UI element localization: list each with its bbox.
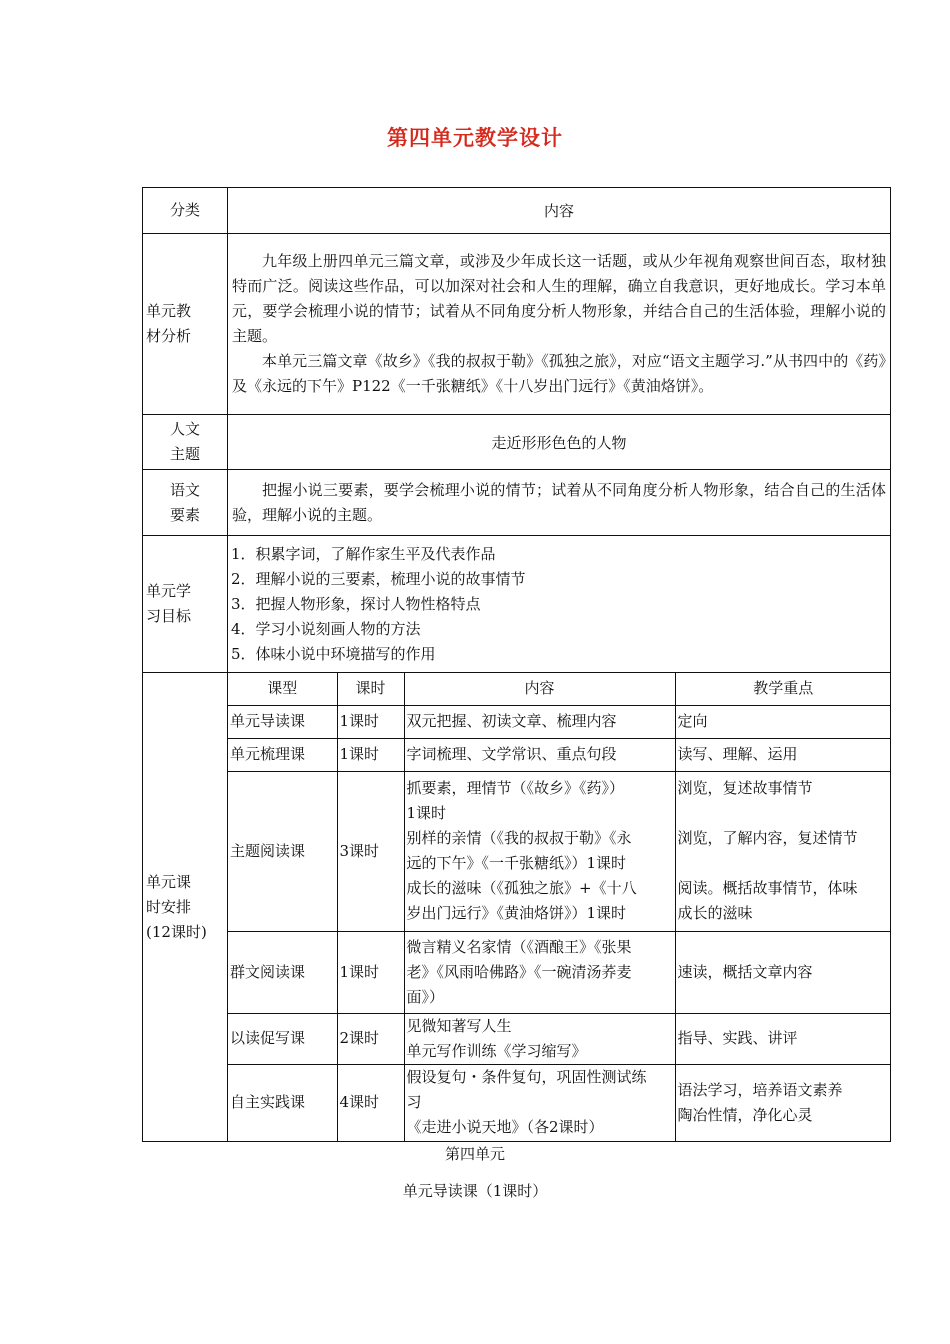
theme-content: 走近形形色色的人物 [228,415,891,470]
goals-label: 单元学 习目标 [143,536,228,673]
footer-unit: 第四单元 [444,1145,505,1163]
table-row: 以读促写课 2课时 见微知著写人生 单元写作训练《学习缩写》 指导、实践、讲评 [228,1013,891,1064]
theme-row [143,415,891,470]
col-content: 内容 [404,673,675,705]
table-row: 自主实践课 4课时 假设复句・条件复句，巩固性测试练 习 《走进小说天地》（各2课时） 语法学习，培养语文素养 陶冶性情，净化心灵 [228,1064,891,1141]
schedule-label: 单元课 时安排 (12课时) [143,673,228,1142]
col-type: 课型 [228,673,337,705]
elements-label: 语文 要素 [143,470,228,536]
material-row [143,234,891,415]
table-row: 群文阅读课 1课时 微言精义名家情（《酒酿王》《张果 老》《风雨哈佛路》《一碗清汤荞麦 面》） 速读，概括文章内容 [228,931,891,1013]
goal-item: 5．体味小说中环境描写的作用 [231,644,436,663]
col-focus: 教学重点 [675,673,891,705]
col-hours: 课时 [337,673,404,705]
material-label: 单元教 材分析 [143,234,228,415]
goal-item: 4．学习小说刻画人物的方法 [231,619,421,638]
elements-content: 把握小说三要素，要学会梳理小说的情节；试着从不同角度分析人物形象，结合自己的生活体验，理解小说的主题。 [228,470,891,536]
goals-row [143,536,891,673]
table-row: 单元导读课 1课时 双元把握、初读文章、梳理内容 定向 [228,705,891,738]
table-header-row [143,188,891,234]
header-content: 内容 [228,188,891,234]
elements-row [143,470,891,536]
goals-list [228,536,891,673]
goal-item: 2．理解小说的三要素，梳理小说的故事情节 [231,569,526,588]
theme-label: 人文 主题 [143,415,228,470]
footer-lesson: 单元导读课（1课时） [402,1182,548,1200]
material-paragraph: 九年级上册四单元三篇文章，或涉及少年成长这一话题，或从少年视角观察世间百态，取材独特而广泛。阅读这些作品，可以加深对社会和人生的理解，确立自我意识，更好地成长。学习本单元，要学会梳理小说的情节；试着从不同角度分析人物形象，并结合自己的生活体验，理解小说的主题。 [232,252,886,345]
page-title: 第四单元教学设计 [387,125,563,150]
schedule-table [228,673,891,1141]
table-row: 单元梳理课 1课时 字词梳理、文学常识、重点句段 读写、理解、运用 [228,738,891,771]
goal-item: 3．把握人物形象，探讨人物性格特点 [231,594,481,613]
schedule-header-row [228,673,891,705]
schedule-row [143,673,891,1142]
table-row: 主题阅读课 3课时 抓要素，理情节（《故乡》《药》） 1课时 别样的亲情（《我的叔叔于勒》《永 远的下午》《一千张糖纸》）1课时 成长的滋味（《孤独之旅》+《十八 岁出门远行》《黄油烙饼》）1课时 浏览，复述故事情节 浏览，了解内容，复述情节 阅读。概括故事情节，体味 成长的滋味 [228,771,891,931]
design-table [142,187,891,1142]
header-category: 分类 [143,188,228,234]
material-content [228,234,891,415]
goal-item: 1．积累字词，了解作家生平及代表作品 [231,544,496,563]
schedule-cell [228,673,891,1142]
material-paragraph: 本单元三篇文章《故乡》《我的叔叔于勒》《孤独之旅》，对应“语文主题学习.”从书四中的《药》及《永远的下午》P122《一千张糖纸》《十八岁出门远行》《黄油烙饼》。 [232,352,886,395]
